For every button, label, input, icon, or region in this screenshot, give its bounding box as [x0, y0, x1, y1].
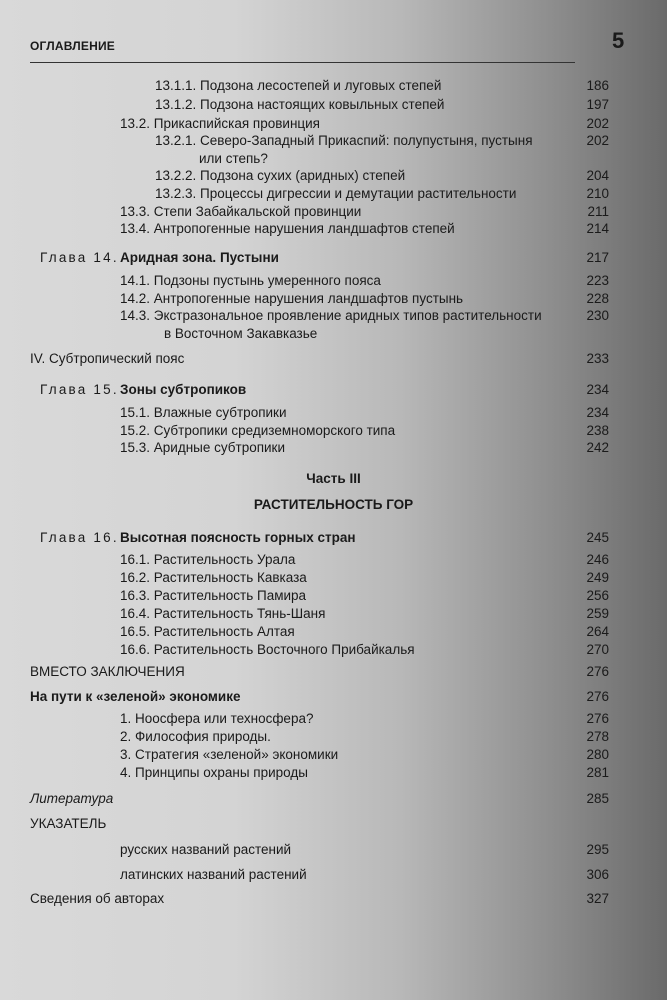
toc-entry-continuation: [0, 325, 667, 343]
toc-entry: [0, 167, 667, 185]
toc-entry-title: 2. Философия природы.: [120, 729, 271, 744]
toc-entry-title: 13.1.1. Подзона лесостепей и луговых степей: [155, 78, 442, 93]
header-rule: [30, 62, 575, 63]
toc-entry-page: 186: [586, 78, 609, 93]
toc-entry-title: 4. Принципы охраны природы: [120, 765, 308, 780]
toc-entry: [0, 587, 667, 605]
toc-entry-page: 242: [586, 440, 609, 455]
toc-entry-title: 13.2.1. Северо-Западный Прикаспий: полупустыня, пустыня: [155, 133, 533, 148]
toc-entry: [0, 77, 667, 95]
toc-chapter: [0, 529, 667, 547]
toc-entry: [0, 96, 667, 114]
toc-entry-page: 223: [586, 273, 609, 288]
toc-entry-title: 16.2. Растительность Кавказа: [120, 570, 307, 585]
chapter-label: Глава 16.: [40, 530, 119, 545]
toc-entry: [0, 203, 667, 221]
toc-entry-page: 230: [586, 308, 609, 323]
toc-entry-title: 15.3. Аридные субтропики: [120, 440, 286, 455]
page-number: 5: [612, 28, 625, 53]
toc-entry-title: 13.1.2. Подзона настоящих ковыльных степей: [155, 97, 445, 112]
toc-entry-title: 13.3. Степи Забайкальской провинции: [120, 204, 362, 219]
toc-entry-page: 295: [586, 842, 609, 857]
toc-entry-title: 16.6. Растительность Восточного Прибайкалья: [120, 642, 415, 657]
toc-entry-title: Литература: [30, 791, 114, 806]
toc-entry: [0, 641, 667, 659]
toc-entry-title: 13.2.3. Процессы дигрессии и демутации растительности: [155, 186, 517, 201]
toc-entry-page: 281: [586, 765, 609, 780]
toc-entry: [0, 115, 667, 133]
toc-entry: [0, 710, 667, 728]
toc-entry-title: 16.5. Растительность Алтая: [120, 624, 295, 639]
toc-entry-title: 15.1. Влажные субтропики: [120, 405, 287, 420]
toc-entry-title: русских названий растений: [120, 842, 292, 857]
toc-entry-page: 204: [586, 168, 609, 183]
toc-entry-page: 276: [586, 711, 609, 726]
toc-entry-page: 246: [586, 552, 609, 567]
toc-entry: [0, 307, 667, 325]
toc-entry: [0, 290, 667, 308]
toc-entry: [0, 623, 667, 641]
toc-entry-title: 15.2. Субтропики средиземноморского типа: [120, 423, 396, 438]
toc-entry-title: 1. Ноосфера или техносфера?: [120, 711, 314, 726]
toc-entry: [0, 350, 667, 368]
toc-entry-title-cont: в Восточном Закавказье: [164, 326, 318, 341]
toc-entry-title: 13.2. Прикаспийская провинция: [120, 116, 320, 131]
toc-entry: [0, 185, 667, 203]
toc-entry-page: 217: [586, 250, 609, 265]
toc-entry-page: 276: [586, 664, 609, 679]
toc-entry-title: 14.2. Антропогенные нарушения ландшафтов пустынь: [120, 291, 464, 306]
toc-entry: [0, 404, 667, 422]
toc-entry-title: IV. Субтропический пояс: [30, 351, 185, 366]
toc-entry-page: 234: [586, 382, 609, 397]
toc-entry-page: 256: [586, 588, 609, 603]
toc-entry: [0, 439, 667, 457]
part-title: РАСТИТЕЛЬНОСТЬ ГОР: [253, 497, 414, 512]
toc-entry-page: 214: [586, 221, 609, 236]
toc-chapter: [0, 249, 667, 267]
toc-entry-page: 210: [586, 186, 609, 201]
part-label: Часть III: [306, 471, 361, 486]
toc-entry: [0, 841, 667, 859]
running-title: ОГЛАВЛЕНИЕ: [30, 39, 116, 53]
toc-entry: [0, 866, 667, 884]
toc-entry-title: 14.1. Подзоны пустынь умеренного пояса: [120, 273, 381, 288]
toc-entry-page: 264: [586, 624, 609, 639]
toc-entry-title: 13.4. Антропогенные нарушения ландшафтов степей: [120, 221, 455, 236]
toc-entry-page: 202: [586, 133, 609, 148]
toc-entry-title: Сведения об авторах: [30, 891, 165, 906]
toc-entry: [0, 688, 667, 706]
toc-entry-title: ВМЕСТО ЗАКЛЮЧЕНИЯ: [30, 664, 185, 679]
chapter-label: Глава 15.: [40, 382, 119, 397]
chapter-title: Высотная поясность горных стран: [120, 530, 356, 545]
toc-entry-title: 16.1. Растительность Урала: [120, 552, 296, 567]
toc-entry: [0, 815, 667, 833]
toc-entry-page: 270: [586, 642, 609, 657]
toc-entry: [0, 422, 667, 440]
toc-entry: [0, 569, 667, 587]
toc-entry-title: 3. Стратегия «зеленой» экономики: [120, 747, 339, 762]
toc-entry-page: 285: [586, 791, 609, 806]
toc-chapter: [0, 381, 667, 399]
toc-entry-page: 228: [586, 291, 609, 306]
toc-entry: [0, 605, 667, 623]
toc-entry-page: 278: [586, 729, 609, 744]
toc-entry-title: На пути к «зеленой» экономике: [30, 689, 241, 704]
toc-entry: [0, 890, 667, 908]
toc-entry-page: 234: [586, 405, 609, 420]
chapter-label: Глава 14.: [40, 250, 119, 265]
toc-entry-page: 233: [586, 351, 609, 366]
toc-entry: [0, 746, 667, 764]
toc-entry: [0, 728, 667, 746]
toc-entry-page: 259: [586, 606, 609, 621]
toc-entry-page: 249: [586, 570, 609, 585]
toc-entry-page: 238: [586, 423, 609, 438]
chapter-title: Зоны субтропиков: [120, 382, 247, 397]
toc-entry-title: 16.3. Растительность Памира: [120, 588, 307, 603]
toc-entry-page: 211: [587, 204, 609, 219]
toc-entry-continuation: [0, 150, 667, 168]
toc-entry: [0, 663, 667, 681]
toc-entry-page: 327: [586, 891, 609, 906]
toc-entry-title: латинских названий растений: [120, 867, 307, 882]
toc-entry-page: 280: [586, 747, 609, 762]
toc-entry-title-cont: или степь?: [199, 151, 268, 166]
chapter-title: Аридная зона. Пустыни: [120, 250, 279, 265]
toc-entry-page: 245: [586, 530, 609, 545]
toc-entry: [0, 132, 667, 150]
toc-entry-page: 197: [586, 97, 609, 112]
toc-entry-title: 14.3. Экстразональное проявление аридных типов растительности: [120, 308, 542, 323]
toc-entry: [0, 551, 667, 569]
toc-entry: [0, 790, 667, 808]
toc-entry-page: 276: [586, 689, 609, 704]
toc-entry: [0, 272, 667, 290]
toc-entry: [0, 764, 667, 782]
toc-entry-title: УКАЗАТЕЛЬ: [30, 816, 107, 831]
toc-entry-page: 306: [586, 867, 609, 882]
toc-entry-page: 202: [586, 116, 609, 131]
toc-entry-title: 13.2.2. Подзона сухих (аридных) степей: [155, 168, 406, 183]
toc-entry: [0, 220, 667, 238]
toc-entry-title: 16.4. Растительность Тянь-Шаня: [120, 606, 326, 621]
